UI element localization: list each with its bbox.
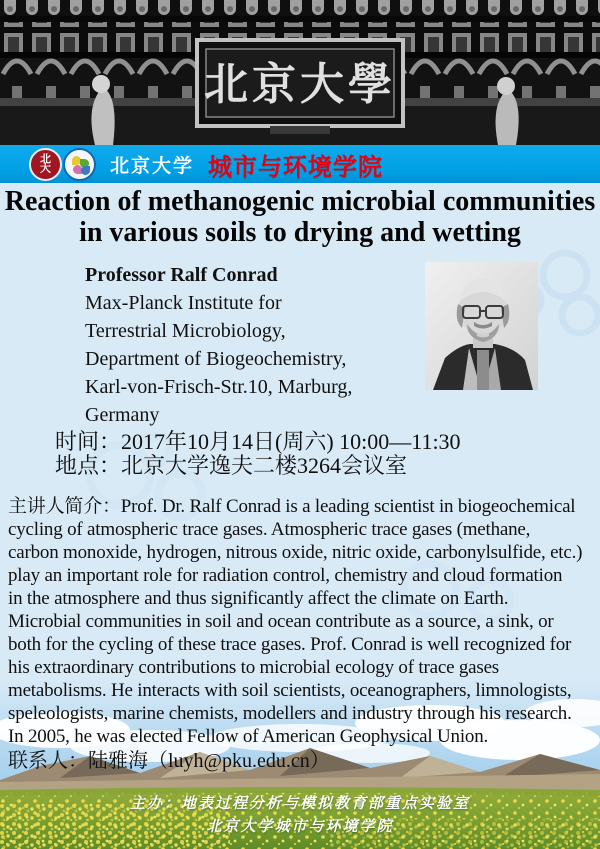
organizer-info xyxy=(0,793,600,839)
speaker-affiliation-line: Karl-von-Frisch-Str.10, Marburg, xyxy=(85,376,353,398)
bio-line: both for the cycling of these trace gases. Prof. Conrad is well recognized for xyxy=(8,634,572,655)
svg-text:北京大學: 北京大學 xyxy=(204,60,396,109)
speaker-name: Professor Ralf Conrad xyxy=(85,264,278,286)
pku-seal-glyph: 北 大 xyxy=(40,153,51,175)
pku-gate-photo xyxy=(0,0,600,145)
schedule-info xyxy=(55,430,585,478)
speaker-affiliation-line: Germany xyxy=(85,404,160,426)
banner-university-name: 北京大学 xyxy=(110,155,195,177)
speaker-affiliation-line: Terrestrial Microbiology, xyxy=(85,320,286,342)
bio-line: cycling of atmospheric trace gases. Atmospheric trace gases (methane, xyxy=(8,519,531,540)
bio-line: 主讲人简介：Prof. Dr. Ralf Conrad is a leading scientist in biogeochemical xyxy=(8,496,576,517)
seminar-title-line1: Reaction of methanogenic microbial communities xyxy=(4,186,596,217)
banner-college-name: 城市与环境学院 xyxy=(208,153,384,181)
college-logo xyxy=(63,148,96,181)
bio-line: Microbial communities in soil and ocean contribute as a source, a sink, or xyxy=(8,611,554,632)
speaker-affiliation-line: Department of Biogeochemistry, xyxy=(85,348,347,370)
organizer-line2: 北京大学城市与环境学院 xyxy=(206,819,394,835)
bio-line: metabolisms. He interacts with soil scientists, oceanographers, limnologists, xyxy=(8,680,572,701)
bio-line: in the atmosphere and thus significantly affect the climate on Earth. xyxy=(8,588,509,609)
organizer-line1: 主办：地表过程分析与模拟教育部重点实验室 xyxy=(129,796,470,812)
college-banner xyxy=(0,145,600,183)
speaker-info xyxy=(85,261,415,429)
schedule-time: 时间：2017年10月14日(周六) 10:00—11:30 xyxy=(55,429,461,454)
pku-seal-logo xyxy=(29,148,62,181)
speaker-affiliation-line: Max-Planck Institute for xyxy=(85,292,282,314)
bio-line: play an important role for radiation control, chemistry and cloud formation xyxy=(8,565,563,586)
contact-info: 联系人：陆雅海（luyh@pku.edu.cn） xyxy=(8,750,330,772)
bio-line: his extraordinary contributions to microbial ecology of trace gases xyxy=(8,657,500,678)
bio-line: carbon monoxide, hydrogen, nitrous oxide, nitric oxide, carbonylsulfide, etc.) xyxy=(8,542,583,563)
speaker-bio xyxy=(8,495,600,748)
schedule-location: 地点：北京大学逸夫二楼3264会议室 xyxy=(55,453,408,478)
bio-line: speleologists, marine chemists, modellers and industry through his research. xyxy=(8,703,572,724)
speaker-portrait-photo xyxy=(425,262,538,390)
bio-line: In 2005, he was elected Fellow of American Geophysical Union. xyxy=(8,726,489,747)
seminar-title xyxy=(0,186,600,248)
seminar-title-line2: in various soils to drying and wetting xyxy=(79,217,521,248)
